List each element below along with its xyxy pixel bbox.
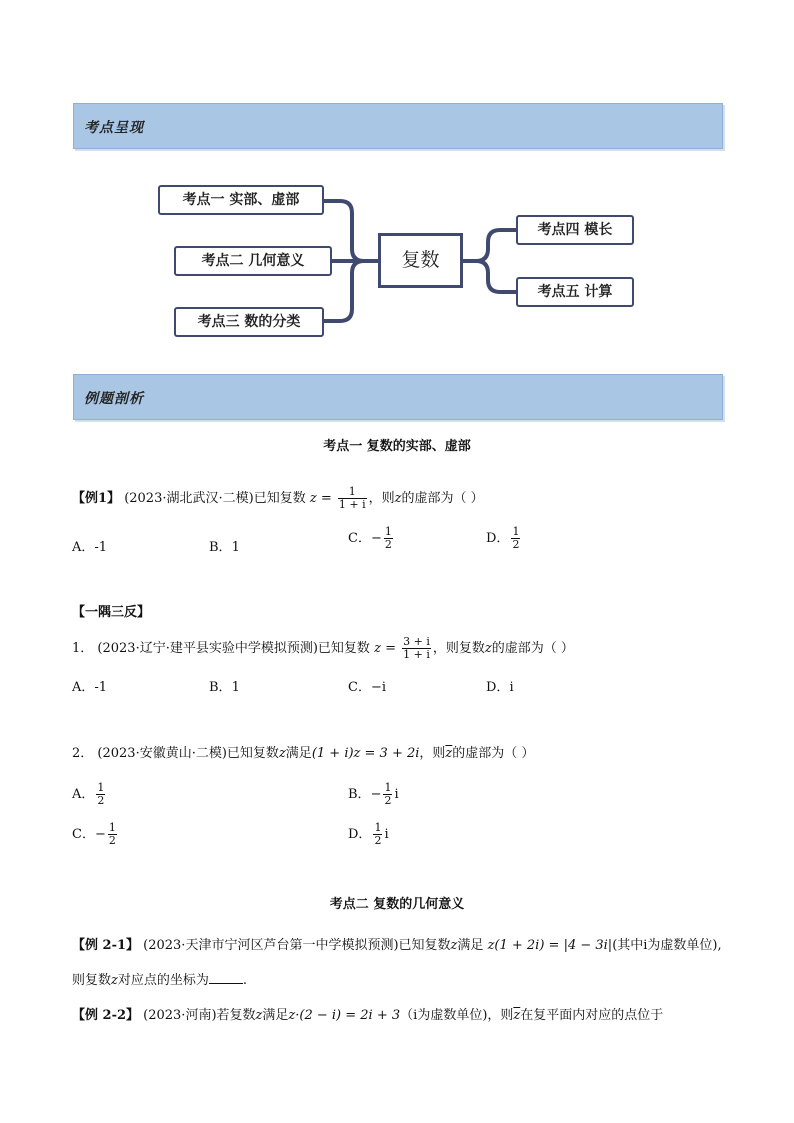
equals: = [320, 491, 332, 506]
question-1 [72, 636, 574, 661]
mindmap-center-node: 复数 [378, 233, 463, 288]
stem-text: 对应点的坐标为 [117, 973, 209, 988]
condition-expr: (1 + i)z = 3 + 2i [311, 746, 420, 761]
option-b [209, 676, 240, 695]
option-value: 1 [231, 680, 240, 695]
frac-num: 1 [512, 525, 520, 538]
stem-text: 在复平面内对应的点位于 [520, 1008, 664, 1023]
example-1 [72, 486, 484, 511]
mindmap-node-jihe: 考点二 几何意义 [174, 246, 332, 276]
frac-den: 1 + i [403, 648, 430, 661]
frac-num: 1 [374, 821, 382, 834]
condition-expr: z·(2 − i) = 2i + 3 [288, 1008, 401, 1023]
mindmap-node-jisuan: 考点五 计算 [516, 277, 634, 307]
stem-text: 已知复数 [253, 491, 306, 506]
example-source: (2023·天津市宁河区芦台第一中学模拟预测) [143, 938, 399, 953]
example-2-2 [72, 1004, 663, 1023]
example-source: (2023·河南) [143, 1008, 217, 1023]
stem-text: 的虚部为（ ） [452, 746, 535, 761]
stem-text: 的虚部为（ ） [491, 641, 574, 656]
option-value: −i [370, 680, 387, 695]
stem-text: 若复数 [216, 1008, 256, 1023]
fraction [511, 526, 520, 551]
section2-title: 考点二 复数的几何意义 [329, 897, 465, 912]
option-a [72, 782, 107, 807]
option-letter: C． [348, 531, 371, 546]
option-value: 1 [231, 540, 240, 555]
section1-title: 考点一 复数的实部、虚部 [323, 439, 471, 454]
frac-den: 2 [97, 794, 105, 807]
var-zbar: $\overline{z}$ [513, 1008, 521, 1023]
var-z: z [255, 1008, 263, 1023]
frac-num: 1 [384, 781, 392, 794]
question-2 [72, 742, 534, 761]
fraction [402, 636, 431, 661]
option-tail: i [384, 827, 389, 842]
section-banner-kaodian [73, 103, 723, 149]
answer-blank[interactable] [209, 973, 243, 984]
connector-right-2 [476, 261, 516, 292]
option-letter: C． [348, 680, 371, 695]
stem-text: . [242, 973, 248, 988]
example-source: (2023·湖北武汉·二模) [124, 491, 254, 506]
section-banner-liti [73, 374, 723, 420]
fraction [96, 782, 105, 807]
equals: = [385, 641, 396, 656]
option-letter: A． [72, 680, 95, 695]
var-z: z [278, 746, 286, 761]
stem-text: 满足 [285, 746, 312, 761]
option-letter: D． [486, 531, 510, 546]
fraction [373, 822, 382, 847]
option-value: i [509, 680, 514, 695]
option-letter: B． [348, 787, 371, 802]
banner-title: 考点呈现 [84, 120, 144, 136]
option-c [72, 822, 119, 847]
option-d [348, 822, 389, 847]
question-source: (2023·辽宁·建平县实验中学模拟预测) [97, 641, 318, 656]
frac-num: 1 [338, 486, 367, 499]
var-z: z [309, 491, 317, 506]
option-d [486, 676, 514, 695]
var-z: z [394, 491, 402, 506]
stem-text: ，则 [419, 746, 446, 761]
stem-text: 已知复数 [317, 641, 370, 656]
option-letter: B． [209, 540, 232, 555]
option-c [348, 676, 386, 695]
frac-num: 3 + i [403, 635, 430, 648]
stem-text: （i为虚数单位)，则 [400, 1008, 514, 1023]
stem-text: ，则 [368, 491, 395, 506]
option-value: -1 [94, 540, 108, 555]
fraction [108, 822, 117, 847]
option-c [348, 526, 395, 551]
option-d [486, 526, 522, 551]
mindmap-node-mochang: 考点四 模长 [516, 215, 634, 245]
option-a [72, 676, 107, 695]
stem-text: 的虚部为（ ） [401, 491, 484, 506]
var-zbar: $\overline{z}$ [445, 746, 453, 761]
option-letter: B． [209, 680, 232, 695]
frac-den: 2 [108, 834, 116, 847]
frac-num: 1 [108, 821, 116, 834]
frac-num: 1 [384, 525, 392, 538]
option-letter: D． [348, 827, 372, 842]
example-label: 【例1】 [72, 491, 121, 506]
option-sign: − [370, 787, 382, 802]
option-letter: D． [486, 680, 510, 695]
banner-title: 例题剖析 [84, 391, 144, 407]
fraction [383, 782, 392, 807]
option-b [209, 536, 240, 555]
frac-den: 2 [384, 538, 392, 551]
option-b [348, 782, 399, 807]
var-z: z [374, 641, 381, 656]
example-2-1-line2 [72, 969, 247, 988]
stem-text: (其中i为虚数单位), [612, 938, 722, 953]
frac-den: 2 [512, 538, 520, 551]
subsection-label: 【一隅三反】 [72, 605, 151, 620]
option-sign: − [370, 531, 382, 546]
option-value: -1 [94, 680, 108, 695]
mindmap-node-shibu: 考点一 实部、虚部 [158, 185, 324, 215]
frac-den: 1 + i [338, 498, 366, 511]
question-number: 1． [72, 641, 94, 656]
option-sign: − [94, 827, 106, 842]
stem-text: ，则复数 [432, 641, 485, 656]
question-source: (2023·安徽黄山·二模) [97, 746, 227, 761]
option-letter: C． [72, 827, 95, 842]
stem-text: 则复数 [72, 973, 112, 988]
var-z: z [484, 641, 492, 656]
question-number: 2． [72, 746, 94, 761]
connector-right-1 [463, 230, 516, 261]
var-z: z [450, 938, 458, 953]
stem-text: 已知复数 [398, 938, 451, 953]
option-tail: i [394, 787, 399, 802]
option-letter: A． [72, 540, 95, 555]
frac-den: 2 [384, 794, 392, 807]
option-a [72, 536, 107, 555]
example-label: 【例 2-1】 [72, 938, 140, 953]
frac-num: 1 [97, 781, 105, 794]
stem-text: 已知复数 [226, 746, 279, 761]
fraction [384, 526, 393, 551]
condition-expr: z(1 + 2i) = |4 − 3i| [487, 938, 613, 953]
var-z: z [111, 973, 118, 988]
stem-text: 满足 [457, 938, 484, 953]
mindmap-node-fenlei: 考点三 数的分类 [174, 307, 324, 337]
example-label: 【例 2-2】 [72, 1008, 140, 1023]
frac-den: 2 [374, 834, 382, 847]
example-2-1 [72, 934, 722, 953]
fraction [338, 486, 367, 511]
option-letter: A． [72, 787, 95, 802]
stem-text: 满足 [262, 1008, 289, 1023]
